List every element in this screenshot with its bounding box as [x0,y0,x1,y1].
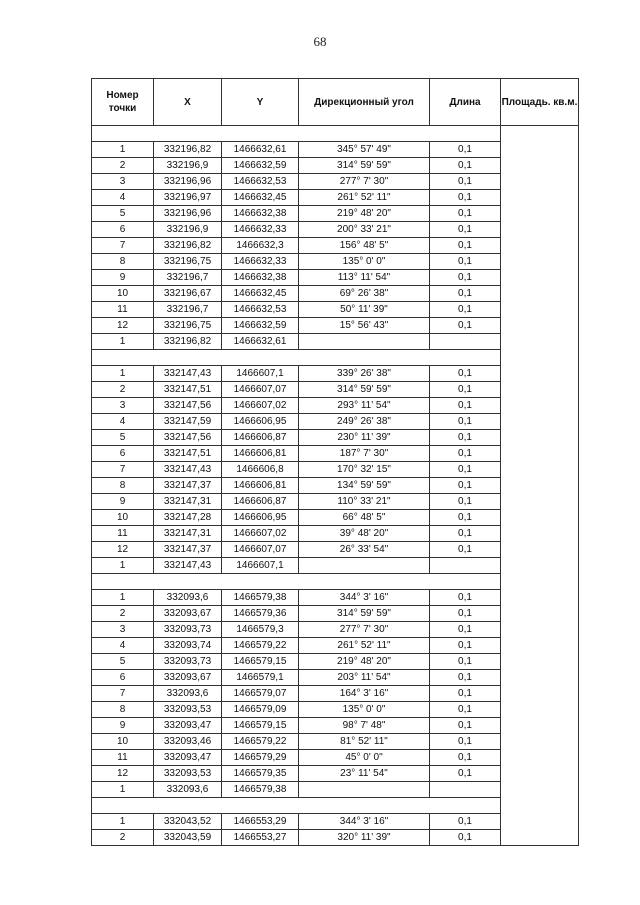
cell-y: 1466606,95 [222,510,299,526]
cell-point-number: 1 [92,142,154,158]
spacer-cell [92,350,501,366]
cell-x: 332147,56 [154,398,222,414]
cell-point-number: 1 [92,558,154,574]
cell-y: 1466632,38 [222,206,299,222]
cell-y: 1466579,15 [222,654,299,670]
table-body [92,126,579,846]
cell-direction-angle: 50° 11' 39" [299,302,430,318]
cell-direction-angle: 314° 59' 59" [299,382,430,398]
cell-x: 332147,43 [154,462,222,478]
cell-length [430,558,501,574]
cell-y: 1466632,45 [222,190,299,206]
cell-x: 332196,67 [154,286,222,302]
cell-length: 0,1 [430,622,501,638]
cell-x: 332043,52 [154,814,222,830]
cell-y: 1466632,38 [222,270,299,286]
cell-length: 0,1 [430,766,501,782]
cell-length: 0,1 [430,366,501,382]
cell-x: 332196,96 [154,174,222,190]
cell-x: 332196,82 [154,238,222,254]
cell-y: 1466607,1 [222,558,299,574]
cell-length: 0,1 [430,142,501,158]
cell-x: 332093,46 [154,734,222,750]
cell-x: 332196,7 [154,302,222,318]
cell-direction-angle: 277° 7' 30" [299,622,430,638]
cell-point-number: 10 [92,510,154,526]
cell-point-number: 5 [92,430,154,446]
cell-x: 332043,59 [154,830,222,846]
cell-length: 0,1 [430,318,501,334]
cell-length: 0,1 [430,158,501,174]
cell-direction-angle: 164° 3' 16" [299,686,430,702]
cell-point-number: 2 [92,830,154,846]
cell-y: 1466632,61 [222,334,299,350]
cell-y: 1466632,3 [222,238,299,254]
cell-length: 0,1 [430,638,501,654]
cell-length [430,334,501,350]
spacer-cell [92,798,501,814]
cell-length: 0,1 [430,414,501,430]
cell-direction-angle: 344° 3' 16" [299,814,430,830]
cell-point-number: 11 [92,750,154,766]
cell-length: 0,1 [430,718,501,734]
cell-length: 0,1 [430,734,501,750]
cell-point-number: 12 [92,542,154,558]
cell-point-number: 7 [92,462,154,478]
cell-direction-angle: 200° 33' 21" [299,222,430,238]
cell-y: 1466579,09 [222,702,299,718]
cell-length: 0,1 [430,814,501,830]
spacer-cell [92,126,501,142]
header-y: Y [222,79,299,126]
cell-x: 332196,9 [154,158,222,174]
cell-direction-angle: 249° 26' 38" [299,414,430,430]
cell-length: 0,1 [430,494,501,510]
cell-x: 332147,37 [154,542,222,558]
header-direction-angle: Дирекционный угол [299,79,430,126]
cell-y: 1466579,38 [222,590,299,606]
cell-point-number: 12 [92,318,154,334]
cell-point-number: 3 [92,398,154,414]
cell-y: 1466579,38 [222,782,299,798]
cell-length: 0,1 [430,590,501,606]
spacer-cell [92,574,501,590]
cell-y: 1466606,81 [222,446,299,462]
cell-x: 332093,47 [154,750,222,766]
cell-x: 332196,97 [154,190,222,206]
cell-length: 0,1 [430,606,501,622]
page-number: 68 [313,34,327,49]
cell-point-number: 4 [92,190,154,206]
cell-point-number: 5 [92,654,154,670]
cell-direction-angle: 345° 57' 49" [299,142,430,158]
cell-point-number: 4 [92,414,154,430]
cell-y: 1466607,02 [222,526,299,542]
header-x: X [154,79,222,126]
cell-length: 0,1 [430,462,501,478]
cell-direction-angle: 45° 0' 0" [299,750,430,766]
cell-length: 0,1 [430,702,501,718]
cell-y: 1466606,81 [222,478,299,494]
cell-direction-angle: 23° 11' 54" [299,766,430,782]
cell-direction-angle: 293° 11' 54" [299,398,430,414]
cell-y: 1466579,07 [222,686,299,702]
cell-point-number: 9 [92,270,154,286]
cell-length: 0,1 [430,174,501,190]
header-length: Длина [430,79,501,126]
cell-x: 332147,37 [154,478,222,494]
cell-point-number: 8 [92,702,154,718]
cell-direction-angle: 135° 0' 0" [299,702,430,718]
cell-point-number: 1 [92,814,154,830]
cell-length: 0,1 [430,446,501,462]
cell-x: 332147,31 [154,526,222,542]
cell-point-number: 1 [92,366,154,382]
cell-y: 1466607,07 [222,542,299,558]
cell-length: 0,1 [430,430,501,446]
cell-length: 0,1 [430,206,501,222]
cell-direction-angle: 219° 48' 20" [299,206,430,222]
cell-x: 332147,31 [154,494,222,510]
cell-x: 332093,53 [154,766,222,782]
cell-point-number: 11 [92,302,154,318]
cell-x: 332196,7 [154,270,222,286]
cell-y: 1466579,36 [222,606,299,622]
cell-direction-angle: 15° 56' 43" [299,318,430,334]
cell-length: 0,1 [430,686,501,702]
cell-length: 0,1 [430,238,501,254]
cell-point-number: 10 [92,734,154,750]
cell-y: 1466579,15 [222,718,299,734]
cell-length: 0,1 [430,830,501,846]
cell-direction-angle: 320° 11' 39" [299,830,430,846]
cell-direction-angle: 26° 33' 54" [299,542,430,558]
cell-length: 0,1 [430,190,501,206]
cell-length: 0,1 [430,670,501,686]
cell-point-number: 2 [92,606,154,622]
cell-direction-angle: 314° 59' 59" [299,158,430,174]
cell-direction-angle: 261° 52' 11" [299,638,430,654]
cell-x: 332147,59 [154,414,222,430]
cell-y: 1466606,87 [222,430,299,446]
cell-x: 332093,6 [154,686,222,702]
cell-point-number: 8 [92,478,154,494]
cell-point-number: 6 [92,446,154,462]
cell-direction-angle: 314° 59' 59" [299,606,430,622]
cell-x: 332147,28 [154,510,222,526]
cell-x: 332093,6 [154,590,222,606]
header-point-number: Номер точки [92,79,154,126]
cell-y: 1466579,22 [222,734,299,750]
cell-y: 1466579,29 [222,750,299,766]
cell-x: 332196,82 [154,142,222,158]
cell-length: 0,1 [430,478,501,494]
cell-direction-angle [299,782,430,798]
cell-point-number: 2 [92,158,154,174]
cell-length: 0,1 [430,302,501,318]
cell-direction-angle: 135° 0' 0" [299,254,430,270]
cell-point-number: 8 [92,254,154,270]
cell-y: 1466579,1 [222,670,299,686]
cell-y: 1466606,95 [222,414,299,430]
cell-y: 1466632,45 [222,286,299,302]
cell-point-number: 9 [92,718,154,734]
cell-x: 332196,96 [154,206,222,222]
cell-point-number: 10 [92,286,154,302]
cell-point-number: 7 [92,686,154,702]
cell-y: 1466632,61 [222,142,299,158]
cell-point-number: 4 [92,638,154,654]
cell-direction-angle: 344° 3' 16" [299,590,430,606]
cell-y: 1466579,3 [222,622,299,638]
cell-x: 332093,67 [154,606,222,622]
cell-point-number: 2 [92,382,154,398]
cell-direction-angle [299,558,430,574]
cell-point-number: 3 [92,174,154,190]
cell-direction-angle: 110° 33' 21" [299,494,430,510]
cell-direction-angle: 170° 32' 15" [299,462,430,478]
header-area: Площадь. кв.м. [501,79,579,126]
cell-direction-angle: 156° 48' 5" [299,238,430,254]
cell-point-number: 6 [92,222,154,238]
cell-y: 1466606,8 [222,462,299,478]
cell-x: 332093,73 [154,654,222,670]
cell-x: 332196,9 [154,222,222,238]
cell-length: 0,1 [430,270,501,286]
cell-direction-angle: 230° 11' 39" [299,430,430,446]
cell-direction-angle: 39° 48' 20" [299,526,430,542]
cell-length: 0,1 [430,222,501,238]
cell-direction-angle: 203° 11' 54" [299,670,430,686]
cell-point-number: 12 [92,766,154,782]
cell-x: 332147,51 [154,446,222,462]
cell-y: 1466632,33 [222,254,299,270]
cell-x: 332093,53 [154,702,222,718]
cell-direction-angle: 69° 26' 38" [299,286,430,302]
cell-length: 0,1 [430,542,501,558]
cell-y: 1466607,1 [222,366,299,382]
cell-x: 332093,47 [154,718,222,734]
cell-y: 1466553,29 [222,814,299,830]
cell-y: 1466579,35 [222,766,299,782]
cell-direction-angle: 113° 11' 54" [299,270,430,286]
cell-y: 1466632,59 [222,318,299,334]
cell-x: 332196,75 [154,318,222,334]
cell-y: 1466607,02 [222,398,299,414]
cell-x: 332093,67 [154,670,222,686]
cell-y: 1466607,07 [222,382,299,398]
cell-direction-angle: 277° 7' 30" [299,174,430,190]
cell-x: 332147,43 [154,366,222,382]
cell-y: 1466579,22 [222,638,299,654]
cell-point-number: 1 [92,782,154,798]
cell-x: 332147,43 [154,558,222,574]
cell-point-number: 1 [92,334,154,350]
cell-point-number: 11 [92,526,154,542]
cell-direction-angle: 134° 59' 59" [299,478,430,494]
cell-direction-angle: 219° 48' 20" [299,654,430,670]
cell-y: 1466632,53 [222,302,299,318]
cell-length: 0,1 [430,526,501,542]
cell-y: 1466553,27 [222,830,299,846]
cell-length: 0,1 [430,654,501,670]
cell-length: 0,1 [430,750,501,766]
cell-direction-angle: 261° 52' 11" [299,190,430,206]
cell-direction-angle: 66° 48' 5" [299,510,430,526]
table-header-row [92,79,579,126]
cell-length: 0,1 [430,254,501,270]
cell-direction-angle: 187° 7' 30" [299,446,430,462]
cell-length: 0,1 [430,398,501,414]
cell-y: 1466632,33 [222,222,299,238]
cell-point-number: 6 [92,670,154,686]
spacer-row [92,126,579,142]
cell-direction-angle: 339° 26' 38" [299,366,430,382]
area-column-cell [501,126,579,846]
cell-y: 1466632,59 [222,158,299,174]
cell-point-number: 5 [92,206,154,222]
cell-x: 332196,75 [154,254,222,270]
cell-direction-angle: 81° 52' 11" [299,734,430,750]
cell-x: 332196,82 [154,334,222,350]
cell-length: 0,1 [430,382,501,398]
cell-x: 332093,6 [154,782,222,798]
cell-y: 1466632,53 [222,174,299,190]
cell-length: 0,1 [430,510,501,526]
coordinates-table [91,78,579,846]
cell-point-number: 9 [92,494,154,510]
cell-y: 1466606,87 [222,494,299,510]
cell-x: 332093,73 [154,622,222,638]
cell-x: 332093,74 [154,638,222,654]
cell-point-number: 1 [92,590,154,606]
cell-point-number: 3 [92,622,154,638]
cell-x: 332147,51 [154,382,222,398]
cell-direction-angle [299,334,430,350]
cell-x: 332147,56 [154,430,222,446]
cell-point-number: 7 [92,238,154,254]
cell-length [430,782,501,798]
cell-direction-angle: 98° 7' 48" [299,718,430,734]
cell-length: 0,1 [430,286,501,302]
